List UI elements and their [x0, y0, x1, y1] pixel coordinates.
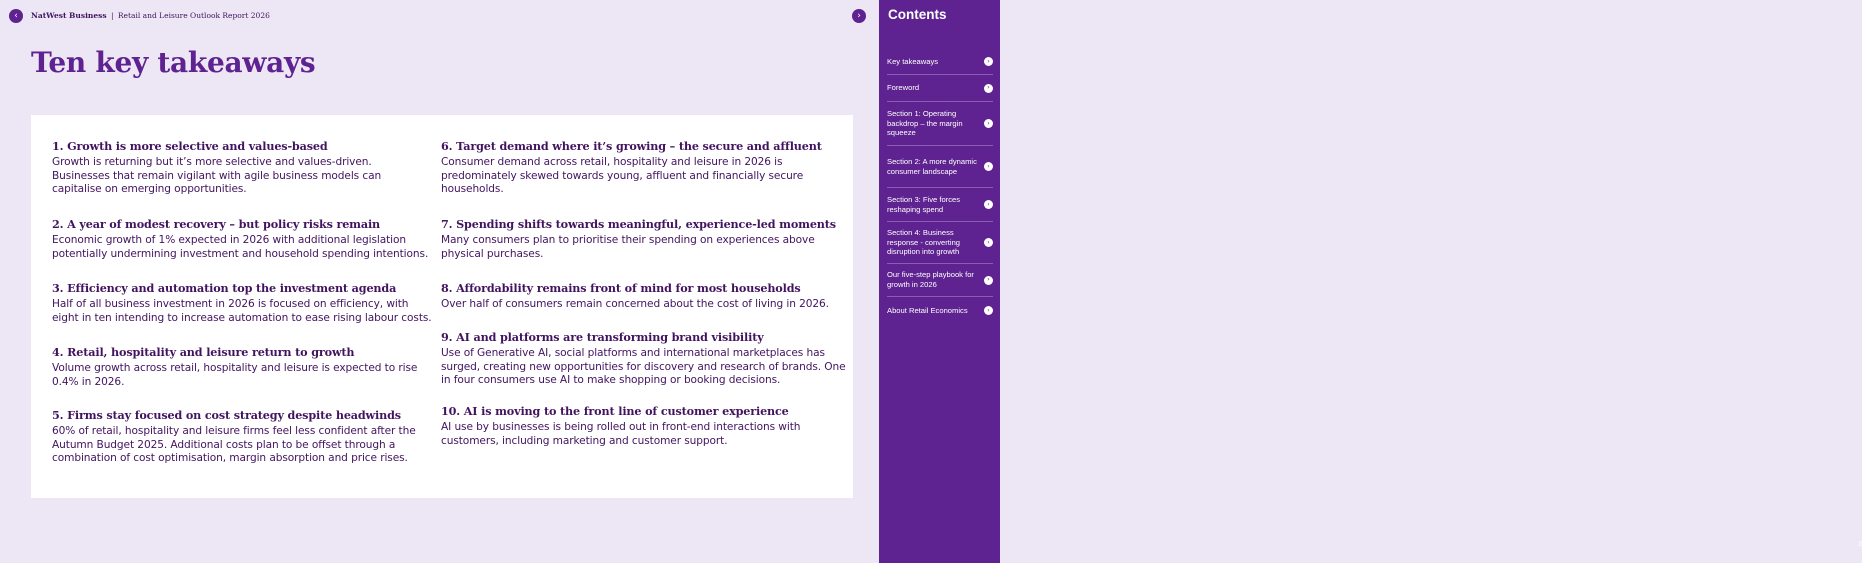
takeaway-item: [52, 408, 432, 466]
contents-sidebar: [879, 0, 1862, 563]
takeaways-panel: [31, 115, 853, 498]
takeaway-heading: 8. Affordability remains front of mind for most households: [441, 281, 801, 295]
takeaway-body: Half of all business investment in 2026 is focused on efficiency, with eight in ten intending to increase automation to ease rising labour costs.: [52, 298, 432, 324]
page-title: Ten key takeaways: [31, 46, 316, 79]
next-page-button[interactable]: [852, 9, 866, 23]
chevron-right-icon: ›: [984, 238, 993, 247]
header-separator: |: [110, 11, 114, 20]
main-content: [0, 0, 879, 563]
takeaway-heading: 9. AI and platforms are transforming brand visibility: [441, 330, 764, 344]
takeaway-item: [52, 345, 432, 389]
contents-item-section-2[interactable]: [887, 146, 993, 188]
contents-item-label: Key takeaways: [887, 56, 939, 66]
chevron-right-icon: ›: [984, 200, 993, 209]
contents-item-section-3[interactable]: [887, 188, 993, 222]
contents-item-label: Section 3: Five forces reshaping spend: [887, 194, 961, 214]
takeaway-item: [441, 217, 846, 261]
takeaway-body: AI use by businesses is being rolled out in front-end interactions with customers, including marketing and customer support.: [441, 421, 801, 447]
contents-item-playbook[interactable]: [887, 264, 993, 297]
chevron-right-icon: ›: [857, 10, 861, 21]
takeaway-body: Volume growth across retail, hospitality and leisure is expected to rise 0.4% in 2026.: [52, 362, 418, 388]
contents-item-section-1[interactable]: [887, 102, 993, 146]
takeaway-item: [441, 404, 846, 448]
report-title: Retail and Leisure Outlook Report 2026: [117, 11, 270, 20]
takeaway-heading: 5. Firms stay focused on cost strategy despite headwinds: [52, 408, 401, 422]
takeaway-item: [441, 330, 846, 388]
chevron-right-icon: ›: [984, 57, 993, 66]
takeaway-item: [52, 281, 432, 325]
takeaway-body: 60% of retail, hospitality and leisure firms feel less confident after the Autumn Budget 2025. Additional costs plan to be offset through a combination of cost optimisation, margin absorption and price rises.: [52, 425, 416, 465]
takeaway-heading: 1. Growth is more selective and values-based: [52, 139, 328, 153]
takeaway-body: Use of Generative AI, social platforms and international marketplaces has surged, creating new opportunities for discovery and research of brands. One in four consumers use AI to make shopping or booking decisions.: [441, 347, 846, 387]
brand-name: NatWest Business: [31, 11, 107, 20]
takeaway-item: [52, 139, 432, 197]
takeaway-heading: 10. AI is moving to the front line of customer experience: [441, 404, 789, 418]
takeaway-item: [441, 281, 846, 312]
contents-item-label: Section 2: A more dynamic consumer landscape: [887, 156, 977, 176]
contents-item-label: Foreword: [887, 83, 920, 93]
contents-item-label: Section 4: Business response - converting disruption into growth: [887, 228, 961, 257]
takeaway-heading: 7. Spending shifts towards meaningful, experience-led moments: [441, 217, 836, 231]
contents-item-label: Our five-step playbook for growth in 2026: [887, 270, 974, 289]
chevron-right-icon: ›: [984, 276, 993, 285]
takeaway-heading: 4. Retail, hospitality and leisure return to growth: [52, 345, 355, 359]
takeaway-item: [52, 217, 432, 261]
takeaway-body: Economic growth of 1% expected in 2026 with additional legislation potentially undermining investment and household spending intentions.: [52, 234, 429, 260]
contents-title: Contents: [888, 7, 947, 22]
takeaway-heading: 2. A year of modest recovery – but policy risks remain: [52, 217, 381, 231]
chevron-right-icon: ›: [984, 84, 993, 93]
contents-item-foreword[interactable]: [887, 75, 993, 102]
takeaway-body: Many consumers plan to prioritise their spending on experiences above physical purchases.: [441, 234, 815, 260]
previous-page-button[interactable]: [9, 9, 23, 23]
contents-item-about[interactable]: [887, 297, 993, 324]
contents-item-section-4[interactable]: [887, 222, 993, 264]
contents-item-label: Section 1: Operating backdrop – the margin squeeze: [887, 109, 963, 138]
takeaway-heading: 6. Target demand where it’s growing – the secure and affluent: [441, 139, 822, 153]
report-header: [31, 11, 270, 20]
page-number: 3: [1858, 539, 1862, 548]
chevron-right-icon: ›: [984, 306, 993, 315]
chevron-right-icon: ›: [984, 162, 993, 171]
contents-item-label: About Retail Economics: [887, 305, 968, 315]
takeaway-item: [441, 139, 846, 197]
takeaway-body: Consumer demand across retail, hospitality and leisure in 2026 is predominately skewed towards young, affluent and financially secure households.: [441, 156, 804, 196]
contents-list: [887, 49, 993, 324]
takeaway-heading: 3. Efficiency and automation top the investment agenda: [52, 281, 397, 295]
takeaway-body: Over half of consumers remain concerned about the cost of living in 2026.: [441, 298, 829, 310]
chevron-left-icon: ‹: [14, 10, 18, 21]
contents-item-key-takeaways[interactable]: [887, 49, 993, 75]
chevron-right-icon: ›: [984, 119, 993, 128]
takeaway-body: Growth is returning but it’s more selective and values-driven. Businesses that remain vigilant with agile business models can capitalise on emerging opportunities.: [52, 156, 382, 196]
